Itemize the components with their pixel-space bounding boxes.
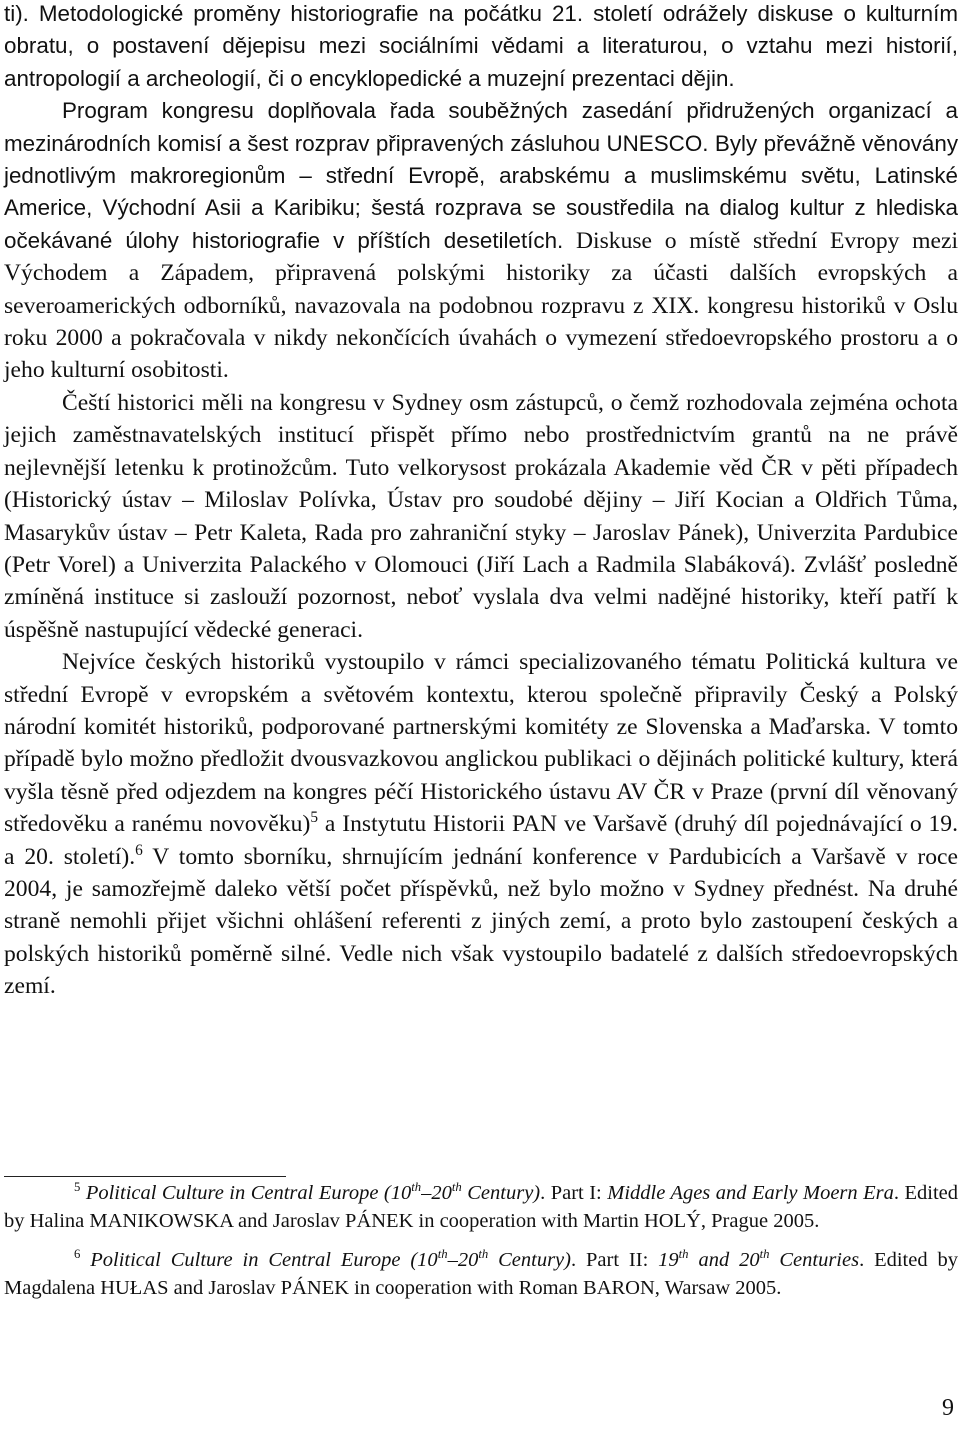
footnote-5-title-c: Century) — [461, 1182, 541, 1204]
footnote-6-sup2: th — [478, 1247, 489, 1262]
footnote-6 — [4, 1247, 958, 1302]
footnote-6-part-sup2: th — [759, 1247, 770, 1262]
footnote-5-part-title: Middle Ages and Early Moern Era — [607, 1182, 894, 1204]
paragraph-program-sans: Program kongresu doplňovala řada souběžných zasedání přidružených organizací a mezinárodních komisí a šest rozprav připravených zásluhou UNESCO. — [4, 98, 958, 156]
footnote-6-part-title-c: Centuries — [769, 1249, 860, 1272]
footnote-5-number: 5 — [74, 1180, 81, 1195]
footnote-ref-6[interactable]: 6 — [135, 841, 143, 859]
body-text — [4, 0, 958, 1003]
footnote-6-part-sup1: th — [678, 1247, 689, 1262]
footnote-6-rest: . Edited by Magdalena HUŁAS and Jaroslav PÁNEK in cooperation with Roman BARON, Warsaw 2005. — [4, 1249, 958, 1299]
footnote-ref-5[interactable]: 5 — [310, 808, 318, 826]
page-number: 9 — [942, 1395, 954, 1421]
paragraph-program-central-europe: Diskuse o místě střední Evropy mezi Východem a Západem, připravená polskými historiky za účasti dalších evropských a severoamerických odborníků, navazovala na podobnou rozpravu z XIX. kongresu historiků v Oslu roku 2000 a pokračovala v nikdy nekončících úvahách o vymezení středoevropského prostoru a o jeho kulturní osobitosti. — [4, 227, 958, 384]
footnote-6-part-title-b: and 20 — [688, 1249, 760, 1272]
footnote-6-sup1: th — [437, 1247, 448, 1262]
footnote-6-title-a: Political Culture in Central Europe (10 — [90, 1249, 438, 1272]
paragraph-methodology: ti). Metodologické proměny historiografie na počátku 21. století odrážely diskuse o kulturním obratu, o postavení dějepisu mezi sociálními vědami a literaturou, o vztahu mezi historií, antropologií a archeologií, či o encyklopedické a muzejní prezentaci dějin. — [4, 1, 958, 91]
footnote-5 — [4, 1180, 958, 1235]
footnote-6-number: 6 — [74, 1247, 81, 1262]
footnote-6-part: . Part II: — [570, 1249, 659, 1272]
footnote-6-title-c: Century) — [488, 1249, 571, 1272]
footnote-6-title-b: –20 — [447, 1249, 479, 1272]
political-culture-text-c: V tomto sborníku, shrnujícím jednání konference v Pardubicích a Varšavě v roce 2004, je samozřejmě daleko větší počet příspěvků, než bylo možno v Sydney přednést. Na druhé straně nemohli přijet všichni ohlášení referenti z jiných zemí, a proto bylo zastoupení českých a polských historiků poměrně silné. Vedle nich však vystoupilo badatelé z dalších středoevropských zemí. — [4, 843, 958, 1000]
footnote-5-sup2: th — [451, 1180, 462, 1195]
paragraph-program-regions: Byly převážně věnovány jednotlivým makroregionům – střední Evropě, arabskému a muslimskému světu, Latinské Americe, Východní Asii a Karibiku; šestá rozprava se soustředila na dialog kultur z hlediska očekávané úlohy historiografie v příštích desetiletích. — [4, 130, 959, 253]
footnote-5-part: . Part I: — [540, 1182, 608, 1204]
political-culture-text-b: a Instytutu Historii PAN ve Varšavě (druhý díl pojednávající o 19. a 20. století). — [4, 811, 958, 870]
footnotes — [4, 1180, 958, 1314]
paragraph-program — [4, 95, 958, 387]
footnote-6-part-title-a: 19 — [658, 1249, 679, 1272]
footnote-5-title-a: Political Culture in Central Europe (10 — [85, 1182, 412, 1204]
paragraph-czech-historians: Čeští historici měli na kongresu v Sydney osm zástupců, o čemž rozhodovala zejména ochota jejich zaměstnavatelských institucí přispět přímo nebo prostřednictvím grantů na ne právě nejlevnější letenku k protinožcům. Tuto velkorysost prokázala Akademie věd ČR v pěti případech (Historický ústav – Miloslav Polívka, Ústav pro soudobé dějiny – Jiří Kocian a Oldřich Tůma, Masarykův ústav – Petr Kaleta, Rada pro zahraniční styky – Jaroslav Pánek), Univerzita Pardubice (Petr Vorel) a Univerzita Palackého v Olomouci (Jiří Lach a Radmila Slabáková). Zvlášť posledně zmíněná instituce si zaslouží pozornost, neboť vyslala dva velmi nadějné historiky, kteří patří k úspěšně nastupující vědecké generaci. — [4, 389, 958, 643]
footnote-5-sup1: th — [411, 1180, 422, 1195]
footnote-5-rest: . Edited by Halina MANIKOWSKA and Jaroslav PÁNEK in cooperation with Martin HOLÝ, Prague 2005. — [4, 1182, 959, 1232]
footnote-5-title-b: –20 — [421, 1182, 452, 1204]
paragraph-political-culture — [4, 646, 958, 1002]
political-culture-text-a: Nejvíce českých historiků vystoupilo v rámci specializovaného tématu Politická kultura ve střední Evropě v evropském a světovém kontextu, kterou společně připravily Český a Polský národní komitét historiků, podporované partnerskými komitéty ze Slovenska a Maďarska. V tomto případě bylo možno předložit dvousvazkovou anglickou publikaci o dějinách politické kultury, která vyšla těsně před odjezdem na kongres péčí Historického ústavu AV ČR v Praze (první díl věnovaný středověku a ranému novověku) — [4, 649, 958, 838]
footnote-separator — [4, 1176, 286, 1177]
